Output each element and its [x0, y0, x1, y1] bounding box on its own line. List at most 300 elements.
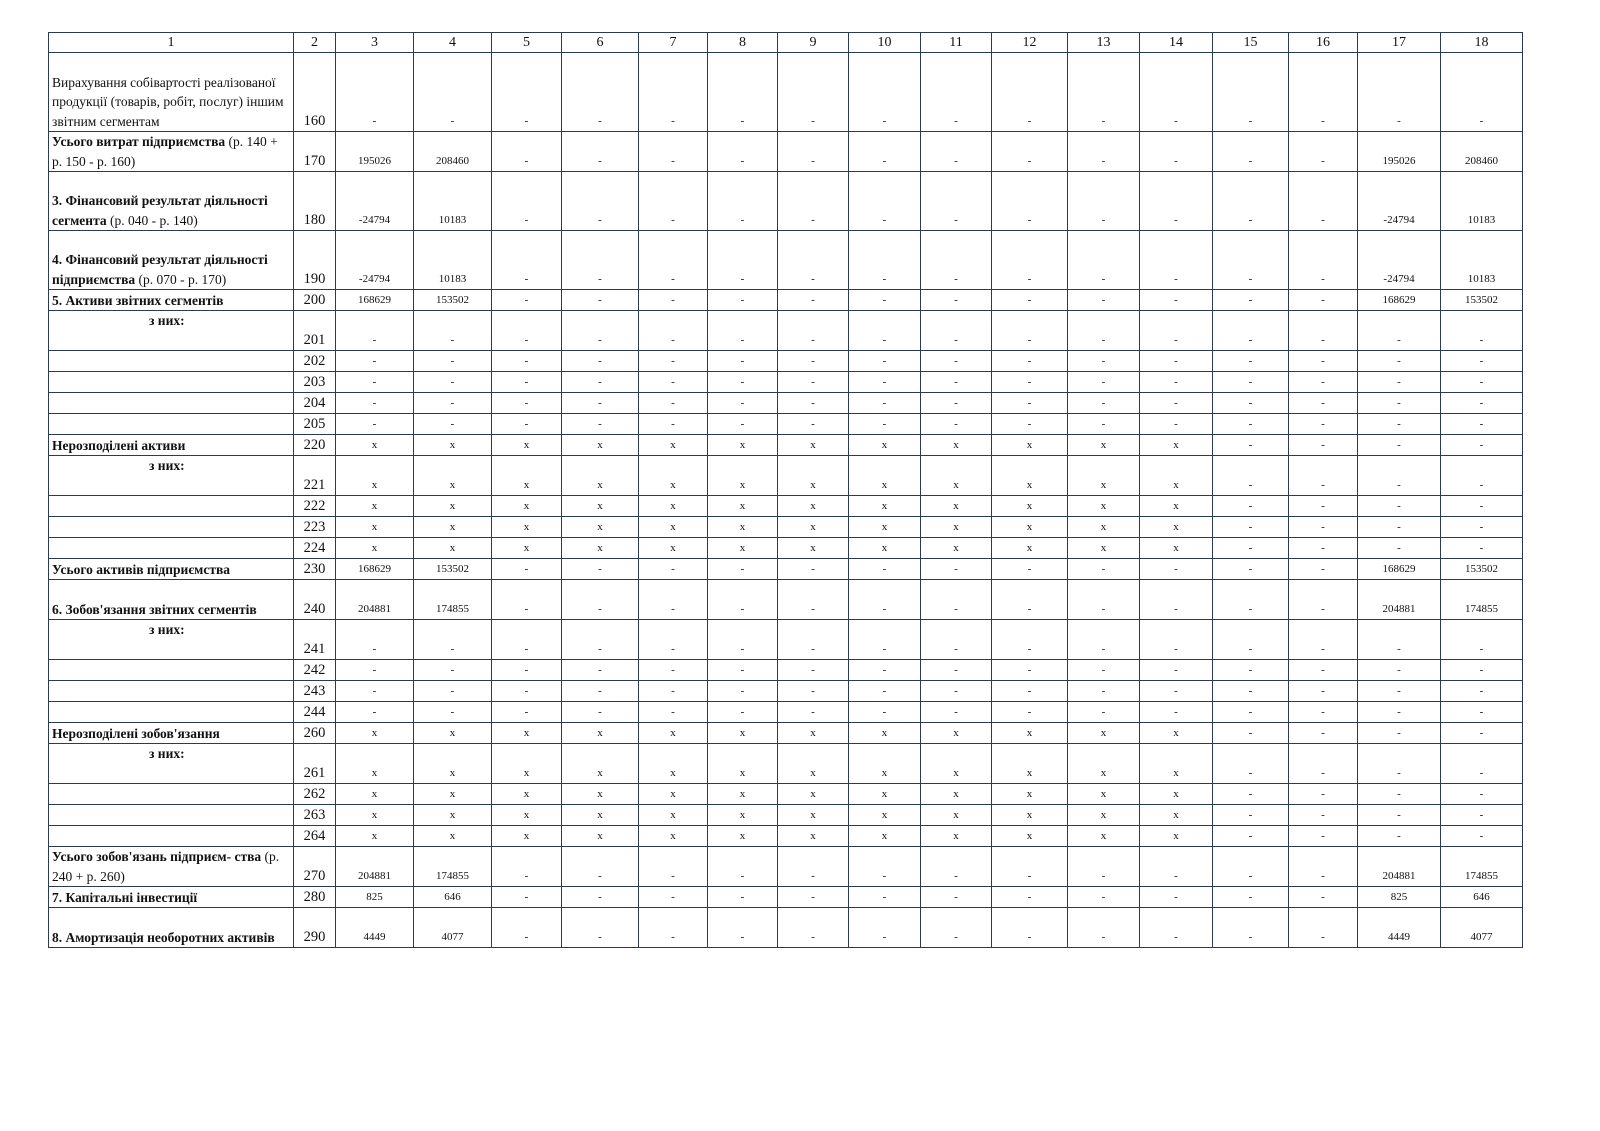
cell-value: -	[1441, 744, 1523, 784]
cell-value: -	[1213, 681, 1289, 702]
table-row	[49, 723, 1523, 744]
table-row	[49, 372, 1523, 393]
cell-value: -	[992, 53, 1068, 132]
cell-value: -	[1068, 681, 1140, 702]
row-code: 203	[294, 372, 336, 393]
cell-value: -	[1358, 744, 1441, 784]
cell-value: -	[1213, 372, 1289, 393]
cell-value: -	[708, 290, 778, 311]
cell-value: -	[778, 847, 849, 887]
cell-value: -	[992, 393, 1068, 414]
row-code: 222	[294, 496, 336, 517]
cell-value: x	[921, 456, 992, 496]
table-row	[49, 172, 1523, 231]
cell-value: -	[492, 681, 562, 702]
cell-value: -	[1441, 53, 1523, 132]
cell-value: -	[921, 559, 992, 580]
row-code: 202	[294, 351, 336, 372]
cell-value: 208460	[414, 132, 492, 172]
cell-value: -	[1289, 496, 1358, 517]
cell-value: x	[492, 723, 562, 744]
cell-value: x	[414, 723, 492, 744]
cell-value: -	[708, 681, 778, 702]
cell-value: -	[992, 660, 1068, 681]
cell-value: -	[639, 580, 708, 620]
cell-value: x	[708, 496, 778, 517]
cell-value: -	[492, 660, 562, 681]
row-label	[49, 393, 294, 414]
cell-value: -	[778, 53, 849, 132]
row-label	[49, 517, 294, 538]
cell-value: x	[414, 538, 492, 559]
cell-value: 174855	[1441, 580, 1523, 620]
cell-value: -	[1213, 723, 1289, 744]
cell-value: -	[639, 290, 708, 311]
cell-value: -	[492, 53, 562, 132]
cell-value: -	[414, 414, 492, 435]
cell-value: x	[708, 517, 778, 538]
segment-report-table	[48, 32, 1523, 948]
cell-value: -	[778, 414, 849, 435]
cell-value: -	[414, 351, 492, 372]
cell-value: -	[1358, 660, 1441, 681]
column-header: 7	[639, 33, 708, 53]
cell-value: -	[1068, 231, 1140, 290]
cell-value: 825	[336, 887, 414, 908]
cell-value: -	[921, 702, 992, 723]
cell-value: -	[639, 351, 708, 372]
cell-value: 825	[1358, 887, 1441, 908]
cell-value: x	[849, 435, 921, 456]
cell-value: -	[992, 372, 1068, 393]
column-number-row	[49, 33, 1523, 53]
cell-value: x	[639, 784, 708, 805]
cell-value: x	[708, 826, 778, 847]
row-code: 240	[294, 580, 336, 620]
cell-value: x	[921, 435, 992, 456]
row-label	[49, 805, 294, 826]
cell-value: -	[1289, 784, 1358, 805]
table-row	[49, 351, 1523, 372]
cell-value: -	[639, 132, 708, 172]
cell-value: -	[1289, 538, 1358, 559]
cell-value: -	[1358, 826, 1441, 847]
cell-value: -	[336, 311, 414, 351]
cell-value: -	[1358, 53, 1441, 132]
cell-value: -	[1140, 372, 1213, 393]
cell-value: -	[1140, 311, 1213, 351]
row-label: Усього витрат підприємства (р. 140 + р. 150 - р. 160)	[49, 132, 294, 172]
cell-value: -	[562, 702, 639, 723]
cell-value: -	[1213, 559, 1289, 580]
row-label	[49, 681, 294, 702]
cell-value: x	[1140, 496, 1213, 517]
cell-value: -	[1140, 559, 1213, 580]
cell-value: x	[778, 805, 849, 826]
table-row	[49, 681, 1523, 702]
column-header: 5	[492, 33, 562, 53]
cell-value: -	[708, 580, 778, 620]
row-code: 263	[294, 805, 336, 826]
cell-value: -	[1140, 580, 1213, 620]
cell-value: -	[849, 620, 921, 660]
cell-value: -	[1289, 351, 1358, 372]
cell-value: -	[708, 393, 778, 414]
cell-value: 168629	[1358, 290, 1441, 311]
row-code: 262	[294, 784, 336, 805]
cell-value: -	[1213, 393, 1289, 414]
cell-value: x	[639, 517, 708, 538]
cell-value: -	[1068, 414, 1140, 435]
cell-value: -	[1213, 538, 1289, 559]
cell-value: -	[1140, 660, 1213, 681]
cell-value: -	[1140, 393, 1213, 414]
cell-value: -	[1213, 908, 1289, 948]
column-header: 12	[992, 33, 1068, 53]
cell-value: -	[1441, 393, 1523, 414]
row-code: 230	[294, 559, 336, 580]
cell-value: -	[849, 559, 921, 580]
cell-value: -	[639, 847, 708, 887]
cell-value: -	[778, 908, 849, 948]
cell-value: -	[992, 620, 1068, 660]
table-row	[49, 702, 1523, 723]
cell-value: x	[492, 744, 562, 784]
cell-value: 174855	[414, 847, 492, 887]
table-row	[49, 580, 1523, 620]
cell-value: -	[1213, 290, 1289, 311]
cell-value: -	[1213, 53, 1289, 132]
cell-value: -	[336, 681, 414, 702]
cell-value: 195026	[336, 132, 414, 172]
cell-value: -	[1213, 435, 1289, 456]
table-row	[49, 538, 1523, 559]
cell-value: -	[778, 290, 849, 311]
column-header: 3	[336, 33, 414, 53]
cell-value: -	[778, 660, 849, 681]
cell-value: x	[849, 517, 921, 538]
cell-value: -	[1068, 580, 1140, 620]
cell-value: -	[1140, 53, 1213, 132]
cell-value: -	[414, 660, 492, 681]
cell-value: -	[992, 908, 1068, 948]
column-header: 2	[294, 33, 336, 53]
cell-value: x	[639, 826, 708, 847]
cell-value: -	[562, 681, 639, 702]
cell-value: -	[639, 53, 708, 132]
cell-value: -	[492, 580, 562, 620]
cell-value: x	[336, 784, 414, 805]
cell-value: x	[778, 723, 849, 744]
cell-value: x	[336, 723, 414, 744]
column-header: 8	[708, 33, 778, 53]
cell-value: x	[1068, 435, 1140, 456]
cell-value: -24794	[1358, 172, 1441, 231]
cell-value: -	[1213, 847, 1289, 887]
cell-value: 153502	[414, 290, 492, 311]
cell-value: -	[562, 290, 639, 311]
cell-value: -	[849, 290, 921, 311]
cell-value: -	[1289, 53, 1358, 132]
cell-value: -	[849, 908, 921, 948]
cell-value: -	[1068, 620, 1140, 660]
cell-value: -	[849, 887, 921, 908]
cell-value: -	[336, 702, 414, 723]
cell-value: x	[1140, 517, 1213, 538]
cell-value: -	[639, 393, 708, 414]
cell-value: -	[1358, 393, 1441, 414]
cell-value: x	[1140, 826, 1213, 847]
cell-value: -	[1068, 311, 1140, 351]
column-header: 16	[1289, 33, 1358, 53]
table-row	[49, 290, 1523, 311]
cell-value: x	[492, 784, 562, 805]
cell-value: x	[849, 538, 921, 559]
table-row	[49, 53, 1523, 132]
cell-value: x	[992, 496, 1068, 517]
row-label: Нерозподілені зобов'язання	[49, 723, 294, 744]
cell-value: -	[1213, 744, 1289, 784]
cell-value: x	[414, 805, 492, 826]
cell-value: 204881	[1358, 847, 1441, 887]
cell-value: x	[921, 723, 992, 744]
cell-value: -	[336, 351, 414, 372]
cell-value: -	[1213, 887, 1289, 908]
cell-value: 153502	[1441, 290, 1523, 311]
cell-value: -	[992, 414, 1068, 435]
cell-value: -	[778, 559, 849, 580]
cell-value: -	[562, 847, 639, 887]
cell-value: x	[992, 805, 1068, 826]
cell-value: -	[1213, 620, 1289, 660]
column-header: 6	[562, 33, 639, 53]
cell-value: 153502	[1441, 559, 1523, 580]
cell-value: -	[708, 414, 778, 435]
row-label: 8. Амортизація необоротних активів	[49, 908, 294, 948]
cell-value: -	[1140, 887, 1213, 908]
cell-value: -	[492, 559, 562, 580]
cell-value: x	[1068, 538, 1140, 559]
cell-value: -	[1441, 784, 1523, 805]
cell-value: -	[708, 53, 778, 132]
cell-value: -	[992, 172, 1068, 231]
table-row	[49, 744, 1523, 784]
cell-value: x	[639, 496, 708, 517]
cell-value: -	[1068, 887, 1140, 908]
cell-value: 153502	[414, 559, 492, 580]
cell-value: -	[921, 847, 992, 887]
cell-value: x	[992, 435, 1068, 456]
cell-value: x	[849, 784, 921, 805]
cell-value: x	[1068, 456, 1140, 496]
cell-value: -	[1140, 172, 1213, 231]
cell-value: x	[1068, 784, 1140, 805]
cell-value: -	[1140, 908, 1213, 948]
cell-value: -	[849, 580, 921, 620]
cell-value: -	[1289, 620, 1358, 660]
cell-value: -	[992, 681, 1068, 702]
cell-value: x	[1140, 805, 1213, 826]
cell-value: -	[992, 351, 1068, 372]
cell-value: -	[1213, 580, 1289, 620]
row-code: 170	[294, 132, 336, 172]
cell-value: x	[492, 826, 562, 847]
row-code: 224	[294, 538, 336, 559]
cell-value: -	[778, 702, 849, 723]
cell-value: x	[336, 538, 414, 559]
cell-value: -	[1213, 351, 1289, 372]
cell-value: -	[336, 393, 414, 414]
cell-value: -	[492, 887, 562, 908]
cell-value: -	[921, 620, 992, 660]
cell-value: -	[1289, 372, 1358, 393]
cell-value: x	[921, 517, 992, 538]
cell-value: -	[1213, 784, 1289, 805]
cell-value: -	[921, 372, 992, 393]
cell-value: -	[492, 702, 562, 723]
table-row	[49, 435, 1523, 456]
cell-value: -	[562, 172, 639, 231]
cell-value: -	[639, 908, 708, 948]
cell-value: -	[639, 414, 708, 435]
cell-value: -	[492, 172, 562, 231]
row-label: 4. Фінансовий результат діяльності підприємства (р. 070 - р. 170)	[49, 231, 294, 290]
cell-value: -	[414, 681, 492, 702]
cell-value: -	[1441, 435, 1523, 456]
cell-value: -	[562, 559, 639, 580]
cell-value: -	[1441, 372, 1523, 393]
cell-value: -	[562, 580, 639, 620]
row-label: 7. Капітальні інвестиції	[49, 887, 294, 908]
cell-value: -	[414, 53, 492, 132]
cell-value: -	[1358, 805, 1441, 826]
column-header: 10	[849, 33, 921, 53]
cell-value: -	[639, 887, 708, 908]
cell-value: 168629	[1358, 559, 1441, 580]
cell-value: -	[1068, 53, 1140, 132]
row-code: 244	[294, 702, 336, 723]
cell-value: -	[778, 351, 849, 372]
cell-value: -	[336, 660, 414, 681]
cell-value: x	[778, 496, 849, 517]
column-header: 13	[1068, 33, 1140, 53]
cell-value: x	[336, 826, 414, 847]
cell-value: -	[562, 351, 639, 372]
cell-value: -	[849, 172, 921, 231]
cell-value: -	[1289, 414, 1358, 435]
cell-value: -	[778, 231, 849, 290]
cell-value: -	[1358, 784, 1441, 805]
cell-value: -	[1213, 231, 1289, 290]
cell-value: -	[1441, 660, 1523, 681]
row-code: 201	[294, 311, 336, 351]
row-label: 5. Активи звітних сегментів	[49, 290, 294, 311]
cell-value: x	[562, 723, 639, 744]
cell-value: -	[1441, 702, 1523, 723]
cell-value: -	[778, 393, 849, 414]
cell-value: -	[639, 702, 708, 723]
cell-value: -	[492, 414, 562, 435]
cell-value: x	[1068, 744, 1140, 784]
table-row	[49, 620, 1523, 660]
cell-value: -	[1213, 496, 1289, 517]
cell-value: -	[708, 620, 778, 660]
cell-value: 174855	[414, 580, 492, 620]
cell-value: x	[849, 496, 921, 517]
cell-value: -	[921, 290, 992, 311]
cell-value: -	[1358, 435, 1441, 456]
cell-value: -	[1441, 456, 1523, 496]
cell-value: x	[414, 744, 492, 784]
cell-value: 195026	[1358, 132, 1441, 172]
cell-value: -	[921, 172, 992, 231]
table-row	[49, 393, 1523, 414]
cell-value: -	[414, 311, 492, 351]
cell-value: -	[1140, 290, 1213, 311]
cell-value: -	[708, 847, 778, 887]
cell-value: -	[492, 372, 562, 393]
cell-value: -	[1289, 290, 1358, 311]
cell-value: x	[708, 456, 778, 496]
cell-value: -	[921, 908, 992, 948]
cell-value: -	[1289, 847, 1358, 887]
cell-value: -	[414, 620, 492, 660]
cell-value: -	[1358, 723, 1441, 744]
row-label: з них:	[49, 744, 294, 784]
cell-value: x	[992, 517, 1068, 538]
row-label: Нерозподілені активи	[49, 435, 294, 456]
cell-value: -	[708, 702, 778, 723]
cell-value: x	[1140, 435, 1213, 456]
cell-value: -	[639, 559, 708, 580]
cell-value: -	[1289, 681, 1358, 702]
cell-value: -	[1140, 620, 1213, 660]
cell-value: x	[1068, 826, 1140, 847]
cell-value: -	[849, 132, 921, 172]
cell-value: -	[492, 908, 562, 948]
cell-value: -	[1289, 172, 1358, 231]
cell-value: x	[708, 538, 778, 559]
cell-value: x	[639, 538, 708, 559]
cell-value: -	[562, 887, 639, 908]
table-row	[49, 887, 1523, 908]
row-label: 3. Фінансовий результат діяльності сегмента (р. 040 - р. 140)	[49, 172, 294, 231]
row-label	[49, 414, 294, 435]
cell-value: x	[708, 744, 778, 784]
cell-value: -24794	[1358, 231, 1441, 290]
cell-value: -	[1289, 744, 1358, 784]
cell-value: -	[849, 372, 921, 393]
cell-value: 204881	[1358, 580, 1441, 620]
cell-value: -	[778, 172, 849, 231]
cell-value: -	[1213, 826, 1289, 847]
row-label	[49, 372, 294, 393]
cell-value: x	[336, 805, 414, 826]
cell-value: -	[1441, 620, 1523, 660]
table-row	[49, 414, 1523, 435]
cell-value: x	[492, 517, 562, 538]
cell-value: -	[639, 681, 708, 702]
cell-value: x	[849, 805, 921, 826]
cell-value: x	[414, 456, 492, 496]
cell-value: -	[1289, 456, 1358, 496]
cell-value: -	[778, 132, 849, 172]
cell-value: -	[992, 231, 1068, 290]
row-code: 270	[294, 847, 336, 887]
row-label: з них:	[49, 311, 294, 351]
cell-value: -	[1068, 290, 1140, 311]
cell-value: x	[492, 456, 562, 496]
